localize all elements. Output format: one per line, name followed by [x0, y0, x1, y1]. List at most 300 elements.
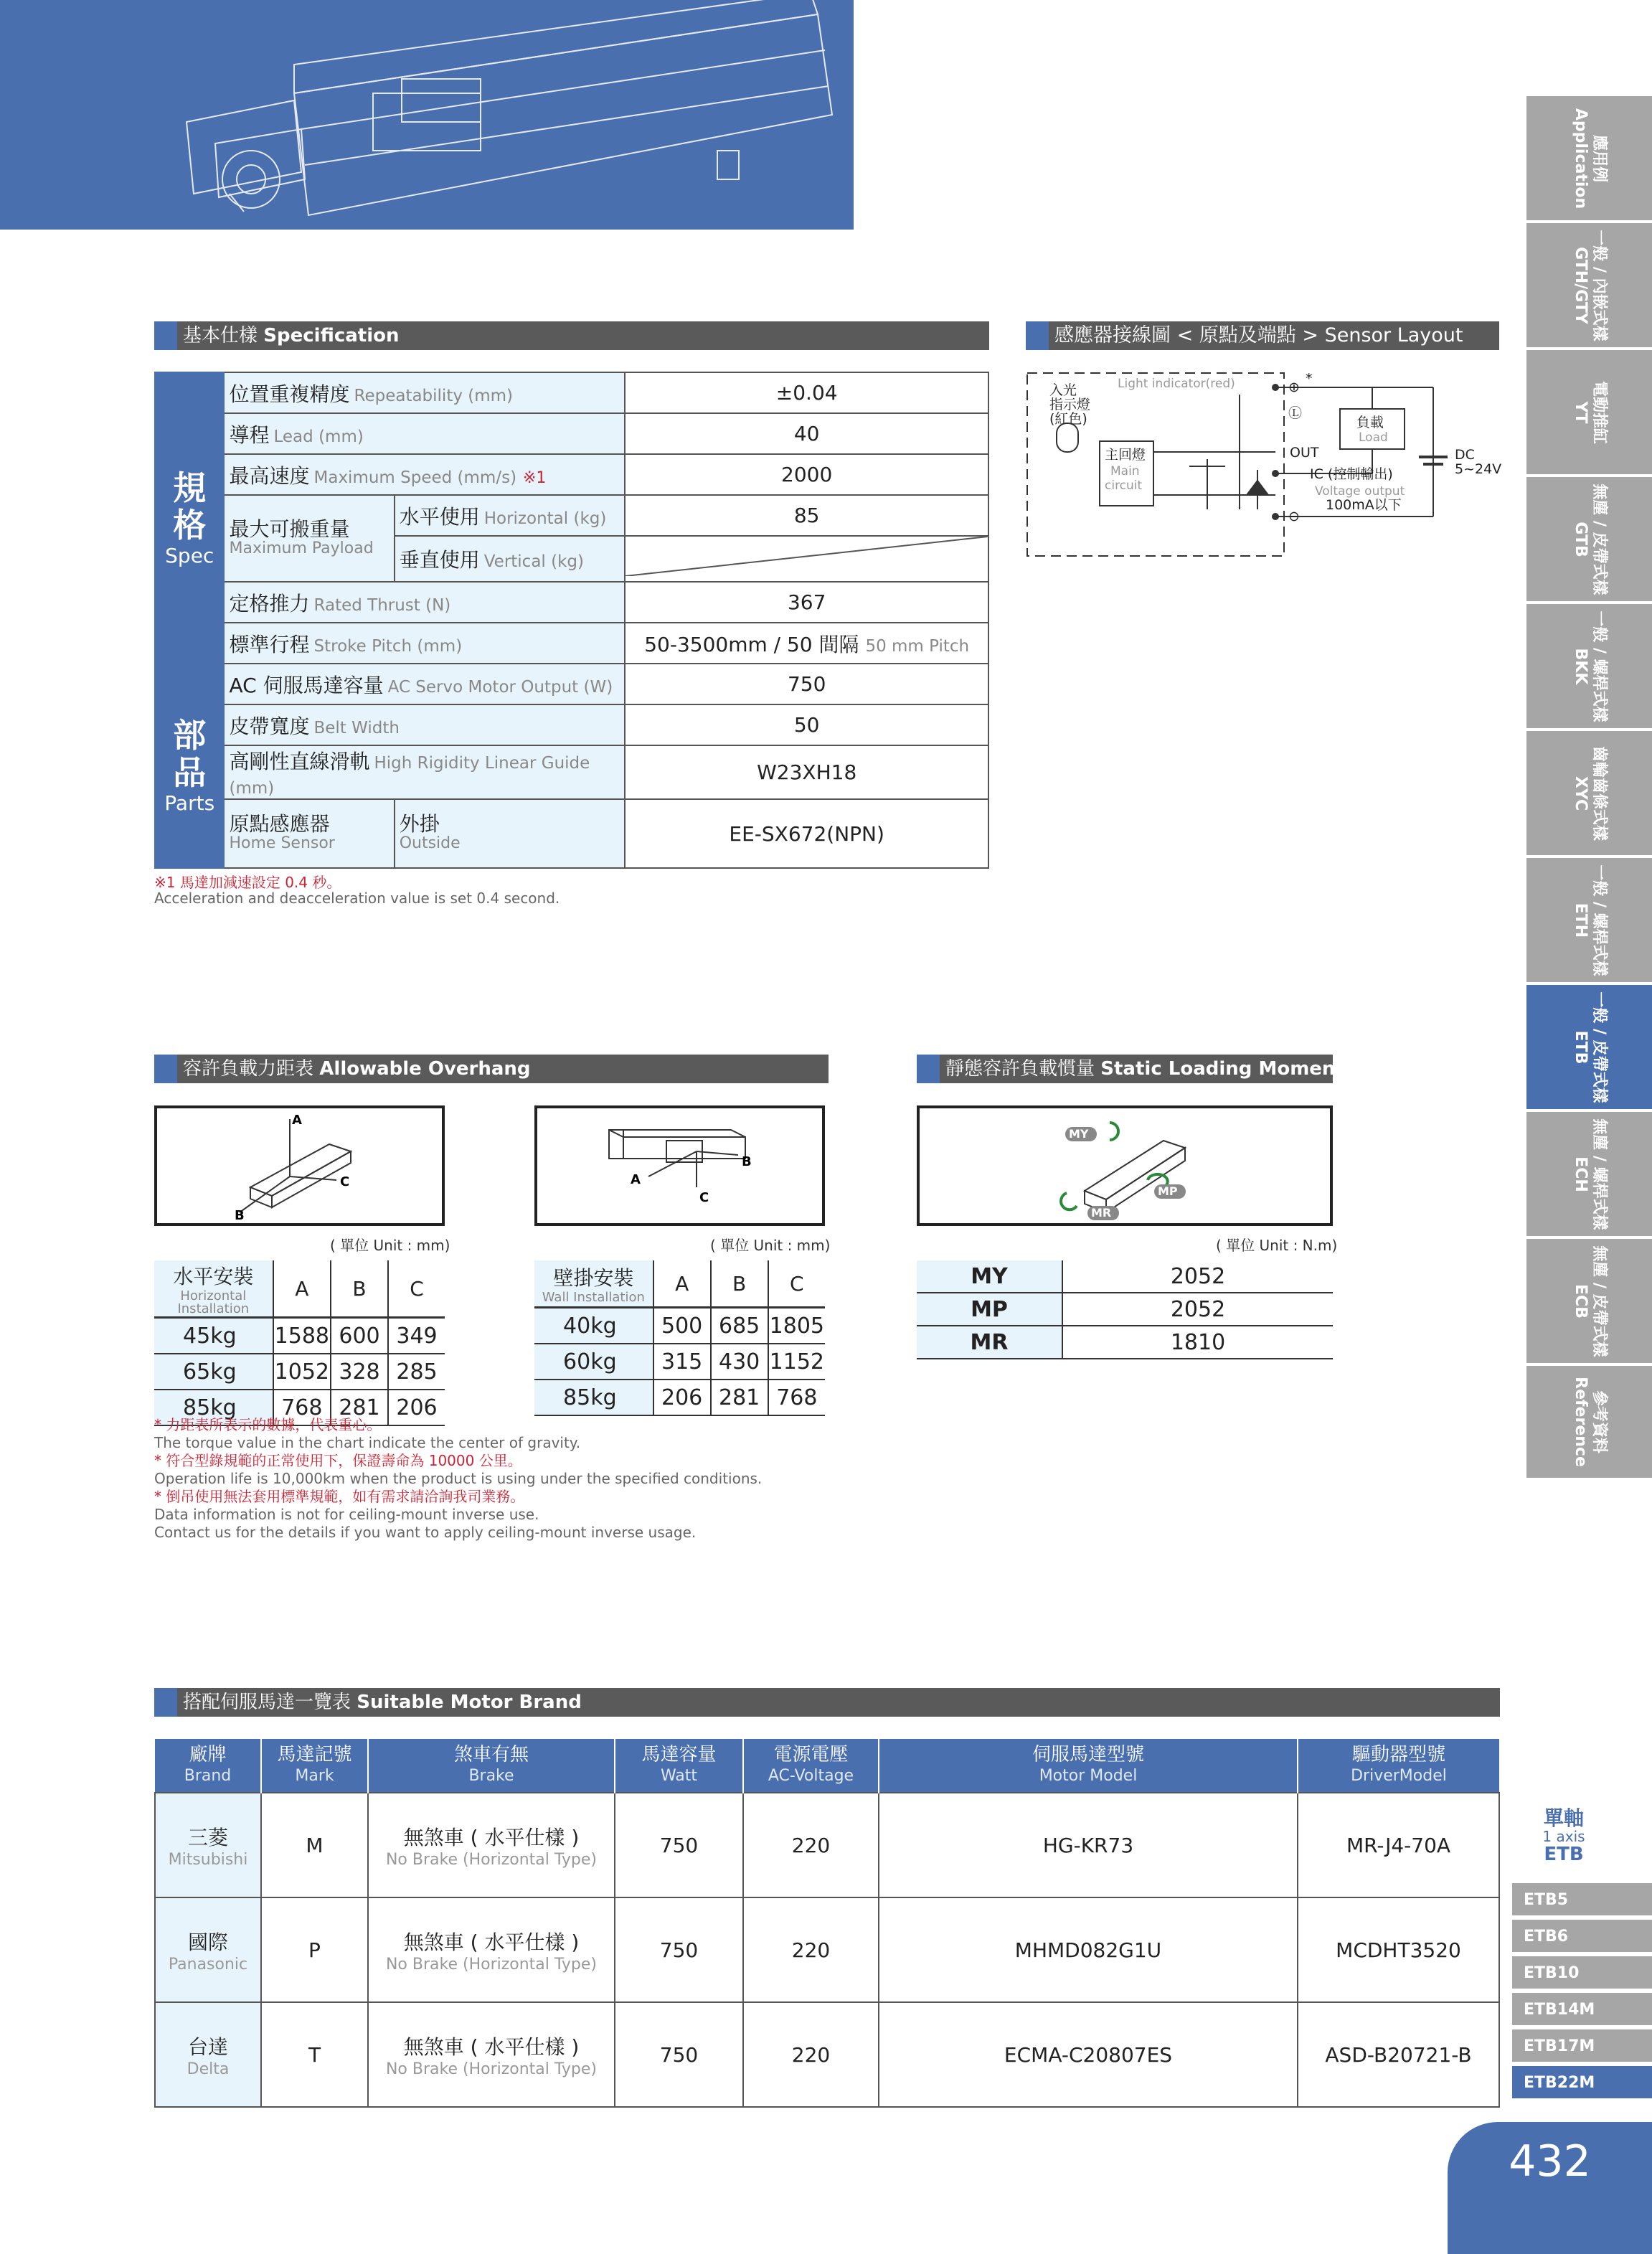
- brand-zh: 國際: [187, 1930, 228, 1954]
- sensor-plus: ⊕: [1288, 379, 1300, 395]
- motor-model-cell: ECMA-C20807ES: [879, 2002, 1298, 2107]
- col-header: [615, 1739, 743, 1793]
- col-header-en: DriverModel: [1351, 1767, 1447, 1785]
- moment-label-mp: MP: [1158, 1184, 1178, 1198]
- sensor-circuit: circuit: [1105, 478, 1143, 493]
- side-tab-label: [1571, 991, 1608, 1103]
- horizontal-overhang-table: [154, 1260, 445, 1426]
- cell: 281: [711, 1380, 768, 1415]
- brake-zh: 無煞車 ( 水平仕樣 ): [403, 1825, 580, 1849]
- wall-overhang-table: [534, 1260, 825, 1416]
- table-row: [534, 1260, 825, 1308]
- spec-label-zh: 導程: [229, 423, 270, 447]
- table-row: [155, 372, 988, 413]
- motor-header-zh: 搭配伺服馬達一覽表: [183, 1692, 351, 1713]
- wall-title-en: Wall Installation: [542, 1290, 645, 1305]
- table-row: [155, 454, 988, 495]
- col-header-en: Mark: [295, 1767, 334, 1785]
- motor-model-cell: MHMD082G1U: [879, 1897, 1298, 2002]
- col-header-zh: 煞車有無: [453, 1744, 529, 1765]
- spec-label-en: Belt Width: [313, 718, 400, 737]
- cell: 1052: [273, 1354, 331, 1390]
- spec-label-zh: 位置重複精度: [229, 382, 350, 406]
- brake-cell: [368, 1897, 615, 2002]
- spec-label-zh: 標準行程: [229, 632, 310, 656]
- sensor-l: Ⓛ: [1288, 405, 1303, 421]
- cell: 206: [388, 1390, 445, 1425]
- spec-label-en: AC Servo Motor Output (W): [387, 677, 613, 697]
- diag-a: A: [631, 1172, 641, 1187]
- spec-value: W23XH18: [625, 745, 988, 799]
- spec-value: 2000: [625, 454, 988, 495]
- axis-en: 1 axis: [1542, 1828, 1585, 1845]
- cell: 328: [331, 1354, 388, 1390]
- brake-zh: 無煞車 ( 水平仕樣 ): [403, 1930, 580, 1954]
- spec-label: [224, 413, 625, 454]
- cell: 500: [653, 1308, 711, 1344]
- sensor-main: 主回燈: [1105, 447, 1146, 463]
- stroke-value: 50-3500mm / 50 間隔: [644, 632, 859, 656]
- side-tab-label: [1571, 864, 1608, 976]
- side-tab-en: YT: [1571, 401, 1590, 423]
- side-tab-application[interactable]: [1526, 93, 1652, 220]
- cell: 285: [388, 1354, 445, 1390]
- col-header-en: Brake: [468, 1767, 514, 1785]
- sensor-layout-header: 感應器接線圖 < 原點及端點 > Sensor Layout: [1026, 321, 1499, 350]
- diag-c: C: [340, 1174, 350, 1189]
- side-tab-zh: 無塵 / 螺桿式樣: [1590, 1118, 1608, 1230]
- side-tab-en: ETH: [1571, 902, 1590, 938]
- table-row: [155, 799, 988, 868]
- mark-cell: P: [261, 1897, 368, 2002]
- moment-section-header: [917, 1055, 1344, 1083]
- table-header-row: [155, 1739, 1499, 1793]
- moment-label-mr: MR: [1091, 1206, 1112, 1220]
- table-row: [154, 1318, 445, 1354]
- table-row: [155, 2002, 1499, 2107]
- col-header: B: [331, 1260, 388, 1318]
- col-header: [261, 1739, 368, 1793]
- diag-b: B: [742, 1154, 752, 1169]
- sensor-current: 100mA以下: [1326, 497, 1402, 513]
- cell: 1805: [768, 1308, 825, 1344]
- payload-vertical-value: [625, 536, 988, 582]
- cell: 315: [653, 1344, 711, 1380]
- cell: 685: [711, 1308, 768, 1344]
- brand-en: Panasonic: [168, 1955, 248, 1974]
- wall-title-zh: 壁掛安裝: [553, 1266, 634, 1290]
- side-tab-zh: 一般 / 內嵌式樣: [1590, 229, 1608, 341]
- cell: 768: [768, 1380, 825, 1415]
- row-header: 40kg: [534, 1308, 653, 1344]
- sensor-sub-label: [395, 799, 626, 868]
- sensor-load-en: Load: [1359, 430, 1388, 445]
- sensor-sub-zh: 外掛: [399, 812, 440, 836]
- col-header: [879, 1739, 1298, 1793]
- spec-label: [224, 745, 625, 799]
- side-tab-bkk[interactable]: [1526, 601, 1652, 728]
- table-row: [534, 1380, 825, 1415]
- side-tab-etb[interactable]: [1526, 982, 1652, 1109]
- side-tab-zh: 應用例: [1590, 134, 1608, 182]
- wall-title: [534, 1260, 653, 1308]
- not-applicable-slash: [626, 537, 988, 576]
- cell: 1588: [273, 1318, 331, 1354]
- spec-label-en: Maximum Speed (mm/s): [313, 468, 517, 487]
- side-tab-zh: 一般 / 螺桿式樣: [1590, 610, 1608, 722]
- col-header-zh: 馬達記號: [277, 1744, 352, 1765]
- side-tab-ecb[interactable]: [1526, 1236, 1652, 1363]
- side-tab-en: XYC: [1571, 775, 1590, 811]
- spec-header-zh: 基本仕樣: [183, 325, 258, 346]
- table-row: [155, 582, 988, 623]
- sensor-load: 負載: [1356, 415, 1384, 430]
- side-tab-reference[interactable]: [1526, 1363, 1652, 1478]
- overhang-note: Data information is not for ceiling-mount inverse use.: [154, 1506, 539, 1523]
- col-header-en: Watt: [660, 1767, 698, 1785]
- horizontal-install-icon: [157, 1108, 442, 1223]
- sensor-label: [224, 799, 394, 868]
- side-tab-en: Application: [1571, 108, 1590, 209]
- payload-horizontal-en: Horizontal (kg): [483, 509, 607, 528]
- side-tab-zh: 電動推缸: [1590, 380, 1608, 444]
- overhang-note: * 力距表所表示的數據，代表重心。: [154, 1416, 382, 1433]
- col-header: A: [653, 1260, 711, 1308]
- table-row: [155, 495, 988, 536]
- overhang-note: The torque value in the chart indicate the center of gravity.: [154, 1434, 581, 1451]
- spec-group-label: 規格: [173, 468, 207, 544]
- side-tab-en: GTB: [1571, 521, 1590, 557]
- side-tab-label: [1571, 1377, 1608, 1467]
- brand-cell: [155, 1897, 261, 2002]
- horizontal-title: [154, 1260, 273, 1318]
- table-row: [534, 1308, 825, 1344]
- spec-value: 367: [625, 582, 988, 623]
- moment-icon: [920, 1108, 1330, 1223]
- col-header: [1298, 1739, 1499, 1793]
- overhang-header-en: Allowable Overhang: [319, 1058, 531, 1080]
- moment-header-zh: 靜態容許負載慣量: [945, 1058, 1095, 1080]
- side-tab-label: [1571, 380, 1608, 443]
- motor-header-en: Suitable Motor Brand: [357, 1692, 582, 1713]
- moment-key: MP: [917, 1293, 1062, 1326]
- watt-cell: 750: [615, 1793, 743, 1897]
- moment-key: MR: [917, 1326, 1062, 1359]
- col-header-en: AC-Voltage: [768, 1767, 854, 1785]
- table-row: [534, 1344, 825, 1380]
- side-tab-yt[interactable]: [1526, 347, 1652, 474]
- table-row: [155, 1793, 1499, 1897]
- side-tab-en: GTH/GTY: [1571, 246, 1590, 324]
- table-row: [155, 704, 988, 745]
- side-tab-label: [1571, 1118, 1608, 1230]
- side-tab-eth[interactable]: [1526, 855, 1652, 982]
- row-header: 60kg: [534, 1344, 653, 1380]
- side-tab-zh: 無塵 / 皮帶式樣: [1590, 1245, 1608, 1357]
- side-tab-en: ETB: [1571, 1030, 1590, 1064]
- moment-key: MY: [917, 1260, 1062, 1293]
- spec-label-en: Lead (mm): [273, 427, 364, 446]
- brand-zh: 三菱: [187, 1825, 228, 1849]
- side-tab-label: [1571, 230, 1608, 341]
- side-tab-label: [1571, 484, 1608, 595]
- motor-model-cell: HG-KR73: [879, 1793, 1298, 1897]
- cell: 430: [711, 1344, 768, 1380]
- cell: 349: [388, 1318, 445, 1354]
- table-row: [155, 664, 988, 704]
- col-header: C: [768, 1260, 825, 1308]
- sensor-red: (紅色): [1049, 411, 1087, 427]
- spec-value: 40: [625, 413, 988, 454]
- sensor-indicator: 指示燈: [1049, 397, 1091, 412]
- axis-model: ETB: [1544, 1844, 1584, 1865]
- spec-label-zh: 定格推力: [229, 591, 310, 616]
- actuator-illustration: [0, 0, 854, 230]
- spec-label-zh: 最高速度: [229, 463, 310, 488]
- overhang-note: Contact us for the details if you want to apply ceiling-mount inverse usage.: [154, 1524, 697, 1541]
- driver-model-cell: MCDHT3520: [1298, 1897, 1499, 2002]
- side-tab-zh: 無塵 / 皮帶式樣: [1590, 483, 1608, 595]
- table-row: [154, 1354, 445, 1390]
- sensor-dc-v: 5~24V: [1455, 461, 1502, 477]
- side-tab-en: Reference: [1571, 1377, 1590, 1467]
- sensor-out: OUT: [1290, 445, 1319, 461]
- payload-vertical-label: [395, 536, 626, 582]
- col-header-en: Brand: [184, 1767, 232, 1785]
- motor-section-header: [154, 1688, 1500, 1717]
- table-row: [155, 1897, 1499, 2002]
- overhang-note: * 符合型錄規範的正常使用下，保證壽命為 10000 公里。: [154, 1452, 522, 1469]
- payload-vertical-zh: 垂直使用: [399, 548, 480, 572]
- brake-en: No Brake (Horizontal Type): [385, 2060, 598, 2078]
- col-header: A: [273, 1260, 331, 1318]
- sensor-sub-en: Outside: [399, 834, 461, 852]
- voltage-cell: 220: [743, 1793, 879, 1897]
- payload-vertical-en: Vertical (kg): [483, 552, 584, 571]
- col-header: [155, 1739, 261, 1793]
- wall-install-icon: [537, 1108, 822, 1223]
- spec-label: [224, 454, 625, 495]
- spec-label: [224, 704, 625, 745]
- spec-section-header: [154, 321, 989, 350]
- sensor-light-in: 入光: [1049, 382, 1077, 398]
- motor-table: [154, 1739, 1500, 2108]
- col-header: [743, 1739, 879, 1793]
- spec-value: 750: [625, 664, 988, 704]
- moment-value: 1810: [1062, 1326, 1333, 1359]
- cell: 281: [331, 1390, 388, 1425]
- brake-en: No Brake (Horizontal Type): [385, 1955, 598, 1974]
- footnote-mark: ※1: [522, 468, 547, 487]
- side-tab-gth-gty[interactable]: [1526, 220, 1652, 347]
- spec-value: [625, 623, 988, 664]
- moment-label-my: MY: [1069, 1127, 1089, 1141]
- spec-group-cell: [155, 372, 224, 664]
- cell: 206: [653, 1380, 711, 1415]
- spec-label-en: Rated Thrust (N): [313, 595, 451, 615]
- side-tab-ech[interactable]: [1526, 1109, 1652, 1236]
- sensor-label-en: Home Sensor: [229, 834, 335, 852]
- diag-b: B: [235, 1208, 245, 1223]
- side-tab-label: [1571, 1245, 1608, 1357]
- cell: 600: [331, 1318, 388, 1354]
- brand-zh: 台達: [187, 2034, 228, 2059]
- moment-table: [917, 1260, 1333, 1359]
- table-row: [155, 623, 988, 664]
- sensor-minus: ⊖: [1288, 509, 1300, 524]
- moment-unit: ( 單位 Unit : N.m): [1216, 1237, 1338, 1254]
- watt-cell: 750: [615, 2002, 743, 2107]
- sensor-wiring-diagram: [1024, 366, 1512, 560]
- table-row: [917, 1260, 1333, 1293]
- overhang-notes: [154, 1416, 762, 1542]
- brake-zh: 無煞車 ( 水平仕樣 ): [403, 2034, 580, 2059]
- payload-label-zh: 最大可搬重量: [229, 517, 350, 541]
- spec-label: [224, 582, 625, 623]
- axis-label: [1521, 1808, 1607, 1865]
- sensor-star: *: [1306, 371, 1313, 387]
- overhang-section-header: [154, 1055, 829, 1083]
- payload-horizontal-zh: 水平使用: [399, 504, 480, 529]
- row-header: 45kg: [154, 1318, 273, 1354]
- brake-cell: [368, 2002, 615, 2107]
- col-header-zh: 廠牌: [189, 1744, 227, 1765]
- payload-label-en: Maximum Payload: [229, 539, 374, 557]
- mark-cell: M: [261, 1793, 368, 1897]
- spec-value: ±0.04: [625, 372, 988, 413]
- payload-horizontal-label: [395, 495, 626, 536]
- spec-label: [224, 623, 625, 664]
- overhang-note: * 倒吊使用無法套用標準規範，如有需求請洽詢我司業務。: [154, 1488, 525, 1505]
- side-tab-en: ECB: [1571, 1283, 1590, 1319]
- table-row: [155, 413, 988, 454]
- overhang-unit-w: ( 單位 Unit : mm): [710, 1237, 831, 1254]
- table-row: [917, 1326, 1333, 1359]
- driver-model-cell: MR-J4-70A: [1298, 1793, 1499, 1897]
- stroke-value-en: 50 mm Pitch: [865, 636, 970, 656]
- watt-cell: 750: [615, 1897, 743, 2002]
- spec-note-en: Acceleration and deacceleration value is set 0.4 second.: [154, 890, 560, 907]
- diag-c: C: [699, 1190, 709, 1205]
- diag-a: A: [292, 1113, 302, 1128]
- driver-model-cell: ASD-B20721-B: [1298, 2002, 1499, 2107]
- side-tab-zh: 參考資料: [1590, 1390, 1608, 1453]
- spec-value: 50: [625, 704, 988, 745]
- horizontal-title-en: Horizontal Installation: [177, 1288, 250, 1316]
- side-tab-label: [1571, 610, 1608, 722]
- model-tab-etb22m[interactable]: ETB22M: [1512, 2064, 1652, 2098]
- row-header: 85kg: [534, 1380, 653, 1415]
- brake-en: No Brake (Horizontal Type): [385, 1850, 598, 1869]
- parts-group-label-en: Parts: [164, 791, 215, 815]
- table-row: [917, 1293, 1333, 1326]
- wall-diagram: [534, 1105, 825, 1226]
- model-tab-etb5[interactable]: ETB5: [1512, 1881, 1652, 1915]
- payload-horizontal-value: 85: [625, 495, 988, 536]
- spec-label: [224, 372, 625, 413]
- col-header-en: Motor Model: [1039, 1767, 1138, 1785]
- voltage-cell: 220: [743, 2002, 879, 2107]
- row-header: 85kg: [154, 1390, 273, 1425]
- spec-label-en: High Rigidity Linear Guide (mm): [229, 754, 590, 798]
- overhang-unit-h: ( 單位 Unit : mm): [330, 1237, 450, 1254]
- side-tab-en: ECH: [1571, 1156, 1590, 1192]
- col-header-zh: 伺服馬達型號: [1032, 1744, 1144, 1765]
- spec-label-zh: AC 伺服馬達容量: [229, 673, 384, 697]
- side-tab-xyc[interactable]: [1526, 728, 1652, 855]
- brand-en: Mitsubishi: [168, 1850, 248, 1869]
- page-number: 432: [1448, 2122, 1652, 2254]
- moment-value: 2052: [1062, 1293, 1333, 1326]
- sensor-ic: IC (控制輸出): [1310, 466, 1393, 482]
- model-tab-etb10[interactable]: ETB10: [1512, 1954, 1652, 1989]
- col-header: C: [388, 1260, 445, 1318]
- horizontal-diagram: [154, 1105, 445, 1226]
- horizontal-title-zh: 水平安裝: [173, 1265, 254, 1288]
- parts-group-label: 部品: [173, 716, 207, 792]
- spec-label: [224, 664, 625, 704]
- side-tab-en: BKK: [1571, 648, 1590, 684]
- row-header: 65kg: [154, 1354, 273, 1390]
- model-tab-etb17m[interactable]: ETB17M: [1512, 2027, 1652, 2062]
- spec-label-en: Stroke Pitch (mm): [313, 636, 463, 656]
- spec-group-label-en: Spec: [165, 543, 214, 567]
- model-tab-etb14m[interactable]: ETB14M: [1512, 1991, 1652, 2025]
- spec-table: [154, 372, 989, 869]
- table-row: [155, 745, 988, 799]
- sensor-main-en: Main: [1110, 464, 1140, 478]
- col-header-zh: 驅動器型號: [1351, 1744, 1445, 1765]
- brand-cell: [155, 1793, 261, 1897]
- spec-label-en: Repeatability (mm): [354, 386, 514, 405]
- moment-diagram: [917, 1105, 1333, 1226]
- brand-en: Delta: [187, 2060, 230, 2078]
- col-header-zh: 馬達容量: [641, 1744, 717, 1765]
- payload-label: [224, 495, 394, 582]
- side-tab-zh: 齒輪齒條式樣: [1590, 745, 1608, 841]
- overhang-header-zh: 容許負載力距表: [183, 1058, 314, 1080]
- col-header: B: [711, 1260, 768, 1308]
- sensor-value: EE-SX672(NPN): [625, 799, 988, 868]
- axis-zh: 單軸: [1543, 1806, 1584, 1830]
- brake-cell: [368, 1793, 615, 1897]
- sensor-label-zh: 原點感應器: [229, 812, 330, 836]
- moment-value: 2052: [1062, 1260, 1333, 1293]
- col-header-zh: 電源電壓: [773, 1744, 849, 1765]
- cell: 1152: [768, 1344, 825, 1380]
- sensor-voltage: Voltage output: [1315, 484, 1405, 499]
- spec-header-en: Specification: [263, 325, 400, 346]
- overhang-note: Operation life is 10,000km when the product is using under the specified conditions.: [154, 1470, 763, 1487]
- side-tab-label: [1571, 745, 1608, 840]
- spec-note-zh: ※1 馬達加減速設定 0.4 秒。: [154, 874, 341, 891]
- model-tab-etb6[interactable]: ETB6: [1512, 1918, 1652, 1952]
- side-tab-gtb[interactable]: [1526, 474, 1652, 601]
- parts-group-cell: [155, 664, 224, 868]
- table-row: [154, 1260, 445, 1318]
- side-tab-zh: 一般 / 皮帶式樣: [1590, 991, 1608, 1103]
- col-header: [368, 1739, 615, 1793]
- spec-label-zh: 高剛性直線滑軌: [229, 750, 370, 773]
- mark-cell: T: [261, 2002, 368, 2107]
- spec-label-zh: 皮帶寬度: [229, 714, 310, 738]
- sensor-light-red: Light indicator(red): [1118, 377, 1235, 391]
- moment-header-en: Static Loading Moment: [1100, 1058, 1344, 1080]
- cell: 768: [273, 1390, 331, 1425]
- voltage-cell: 220: [743, 1897, 879, 2002]
- brand-cell: [155, 2002, 261, 2107]
- sensor-dc: DC: [1455, 447, 1475, 463]
